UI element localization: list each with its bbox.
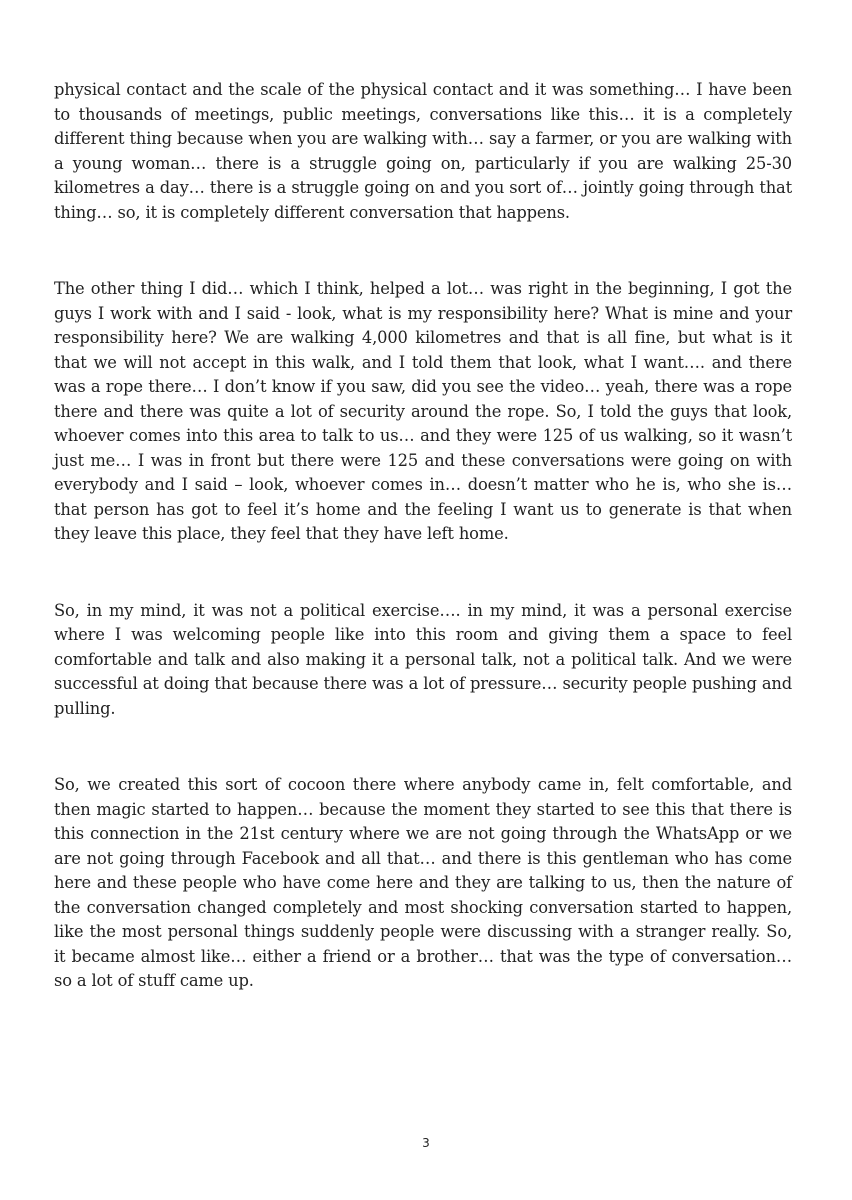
page-number: 3 (422, 1136, 430, 1150)
paragraph-1: physical contact and the scale of the physical contact and it was something… I have been to thousands of meetings, public meetings, conversations like this… it is a completely different thing because when you are walking with… say a farmer, or you are walking with a young woman… there is a struggle going on, particularly if you are walking 25-30 kilometres a day… there is a struggle going on and you sort of… jointly going through that thing… so, it is completely different conversation that happens. (54, 80, 792, 222)
page-body (54, 78, 792, 1046)
paragraph-3: So, in my mind, it was not a political exercise…. in my mind, it was a personal exercise where I was welcoming people like into this room and giving them a space to feel comfortable and talk and also making it a personal talk, not a political talk. And we were successful at doing that because there was a lot of pressure… security people pushing and pulling. (54, 600, 792, 718)
paragraph-4: So, we created this sort of cocoon there where anybody came in, felt comfortable, and then magic started to happen… because the moment they started to see this that there is this connection in the 21st century where we are not going through the WhatsApp or we are not going through Facebook and all that… and there is this gentleman who has come here and these people who have come here and they are talking to us, then the nature of the conversation changed completely and most shocking conversation started to happen, like the most personal things suddenly people were discussing with a stranger really. So, it became almost like… either a friend or a brother… that was the type of conversation… so a lot of stuff came up. (54, 775, 792, 990)
paragraph-2: The other thing I did… which I think, helped a lot… was right in the beginning, I got the guys I work with and I said - look, what is my responsibility here? What is mine and your responsibility here? We are walking 4,000 kilometres and that is all fine, but what is it that we will not accept in this walk, and I told them that look, what I want…. and there was a rope there… I don’t know if you saw, did you see the video… yeah, there was a rope there and there was quite a lot of security around the rope. So, I told the guys that look, whoever comes into this area to talk to us… and they were 125 of us walking, so it wasn’t just me… I was in front but there were 125 and these conversations were going on with everybody and I said – look, whoever comes in… doesn’t matter who he is, who she is… that person has got to feel it’s home and the feeling I want us to generate is that when they leave this place, they feel that they have left home. (54, 279, 792, 543)
